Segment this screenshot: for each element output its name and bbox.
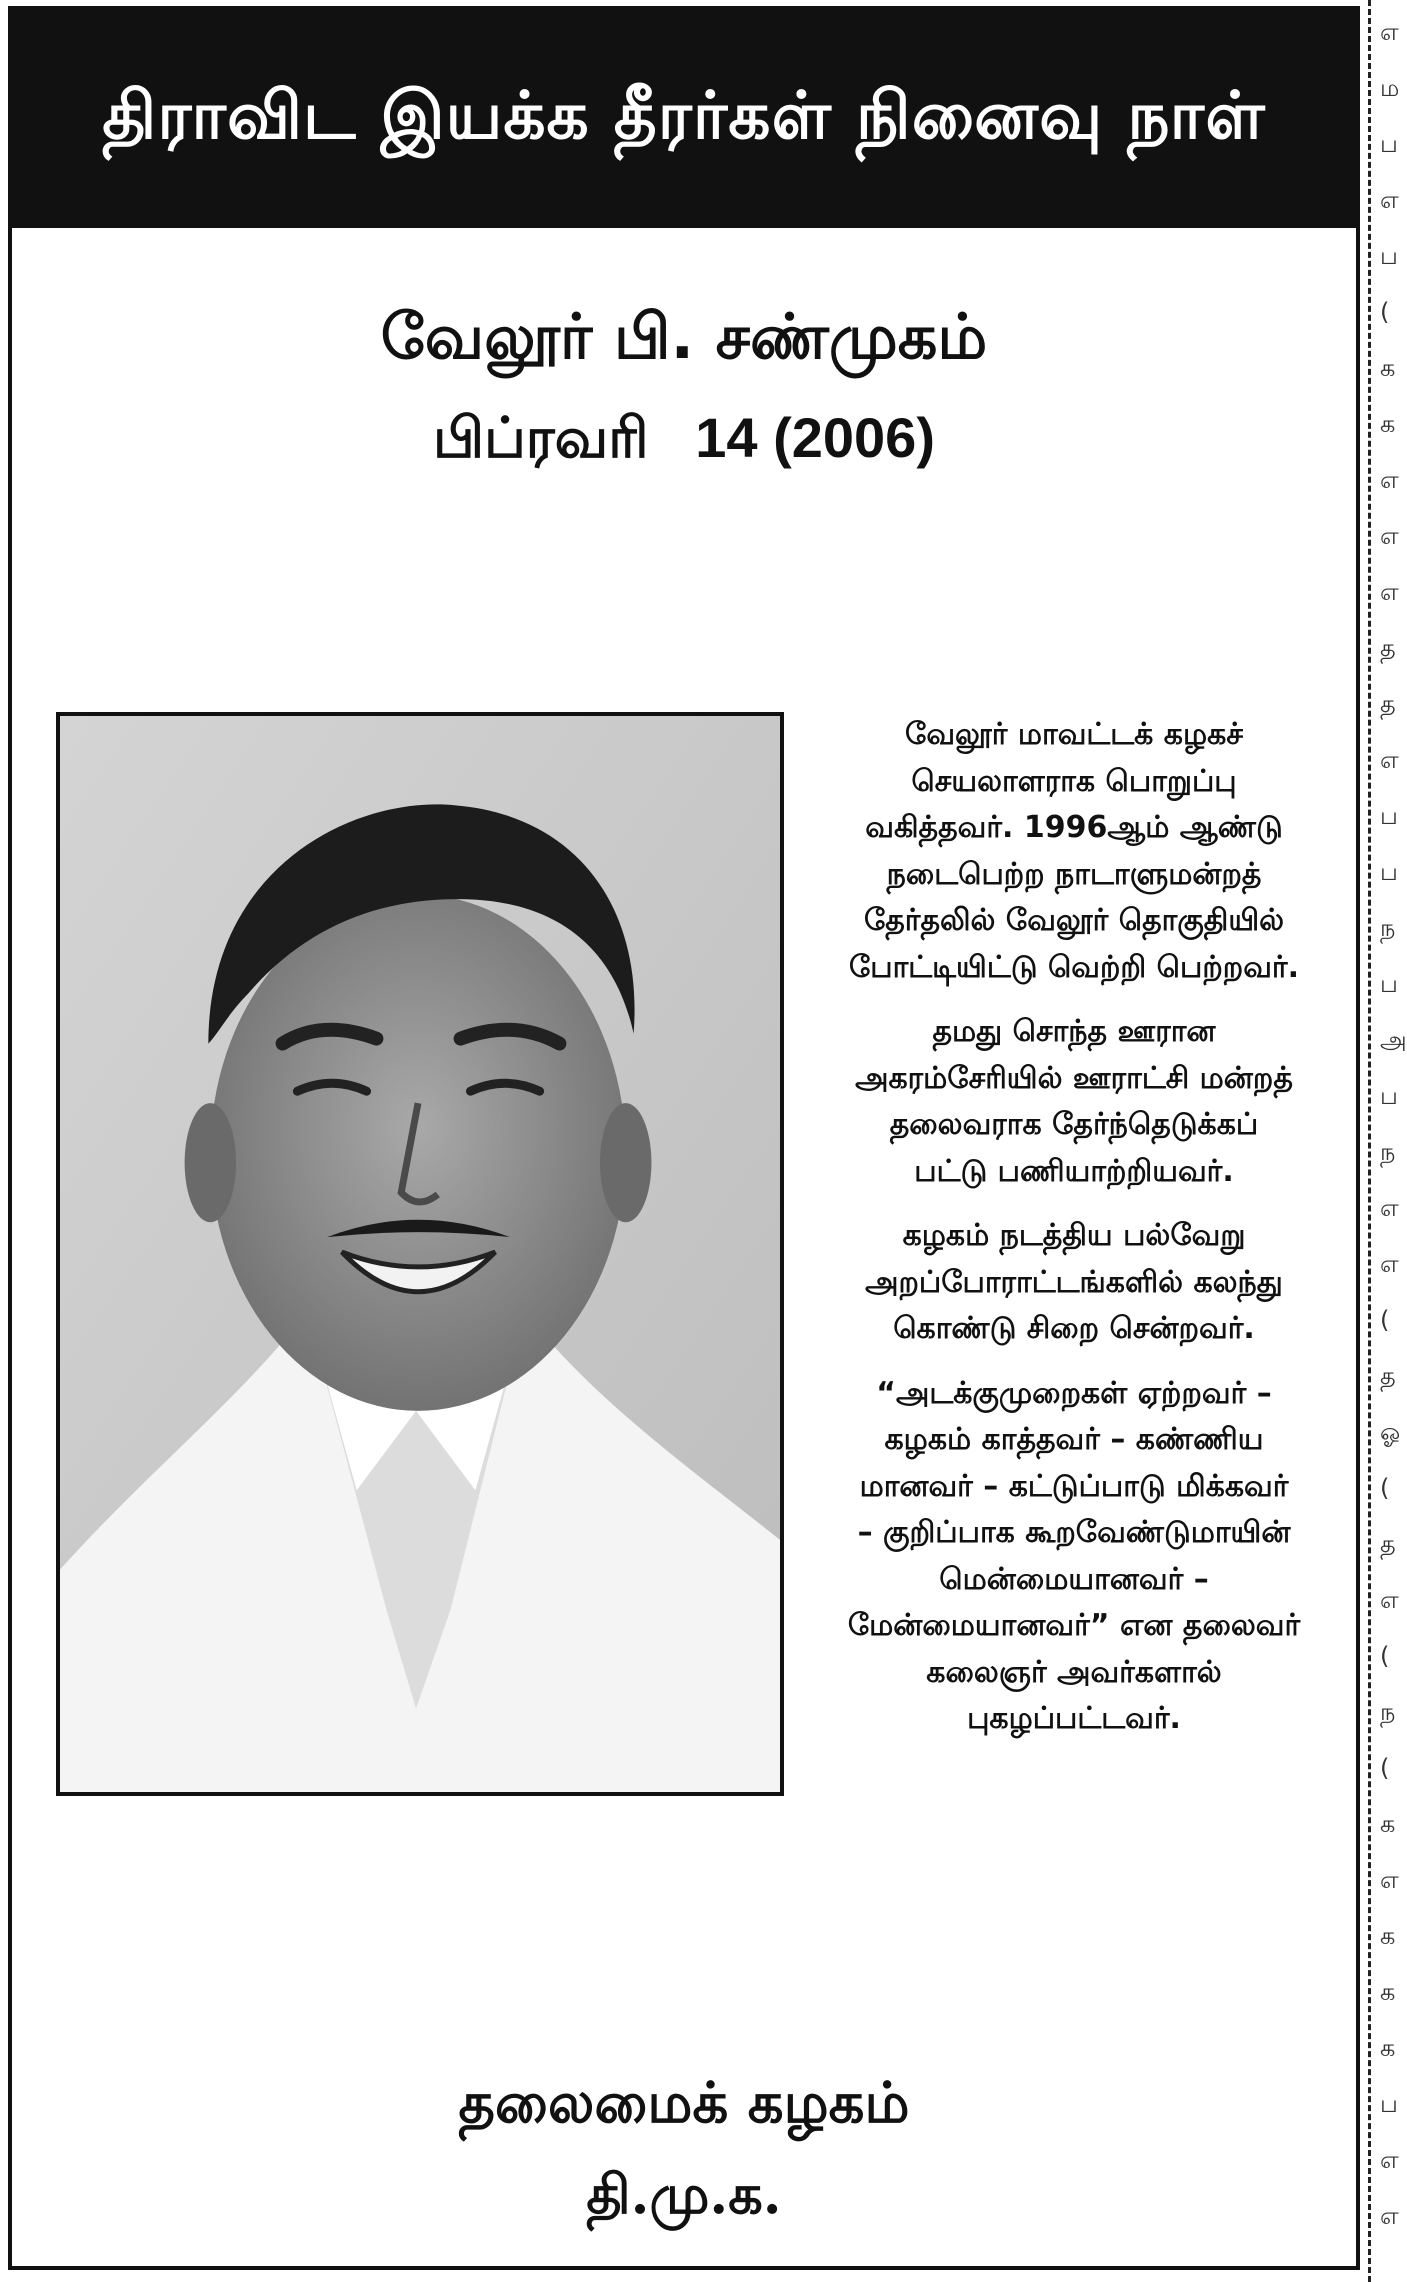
footer-party: தி.மு.க.: [586, 2162, 782, 2226]
biography: [794, 712, 1354, 1761]
bio-line: தமது சொந்த ஊரான: [932, 1014, 1216, 1049]
bio-line: – குறிப்பாக கூறவேண்டுமாயின்: [857, 1515, 1291, 1550]
adjacent-column-glyph: ப: [1380, 970, 1398, 998]
adjacent-column-glyph: க: [1380, 2034, 1396, 2062]
memorial-ad: [8, 6, 1360, 2270]
bio-line: மென்மையானவர் –: [939, 1561, 1209, 1597]
adjacent-column-glyph: எ: [1380, 2202, 1399, 2230]
adjacent-column-glyph: ப: [1380, 1082, 1398, 1110]
adjacent-column-glyph: அ: [1380, 1026, 1407, 1054]
header-title: திராவிட இயக்க தீரர்கள் நினைவு நாள்: [102, 75, 1266, 154]
adjacent-column-glyph: எ: [1380, 1250, 1399, 1278]
portrait-photo: [56, 712, 784, 1796]
bio-line: மானவர் – கட்டுப்பாடு மிக்கவர்: [859, 1468, 1289, 1504]
adjacent-column-glyph: எ: [1380, 746, 1399, 774]
adjacent-column-glyph: (: [1380, 1642, 1390, 1670]
adjacent-column-glyph: எ: [1380, 1586, 1399, 1614]
adjacent-column-glyph: க: [1380, 354, 1396, 382]
column-divider: [1368, 0, 1371, 2282]
adjacent-column-glyph: த: [1380, 634, 1396, 662]
bio-line: “அடக்குமுறைகள் ஏற்றவர் –: [876, 1375, 1272, 1411]
bio-line: புகழப்பட்டவர்.: [967, 1701, 1181, 1736]
adjacent-column-glyph: ப: [1380, 858, 1398, 886]
adjacent-column-glyph: எ: [1380, 186, 1399, 214]
bio-line: தேர்தலில் வேலூர் தொகுதியில்: [863, 903, 1285, 938]
bio-line: அறப்போராட்டங்களில் கலந்து: [865, 1264, 1283, 1300]
bio-line: அகரம்சேரியில் ஊராட்சி மன்றத்: [855, 1060, 1293, 1096]
footer-organization: தலைமைக் கழகம்: [458, 2070, 910, 2136]
bio-line: கழகம் காத்தவர் – கண்ணிய: [884, 1422, 1264, 1457]
adjacent-column-glyph: எ: [1380, 2146, 1399, 2174]
adjacent-column-glyph: (: [1380, 1754, 1390, 1782]
adjacent-column-glyph: ந: [1380, 914, 1396, 942]
bio-line: மேன்மையானவர்” என தலைவர்: [847, 1608, 1301, 1643]
adjacent-column-glyph: எ: [1380, 1194, 1399, 1222]
person-name: வேலூர் பி. சண்முகம்: [380, 300, 988, 373]
adjacent-column-glyph: க: [1380, 1810, 1396, 1838]
memorial-date: பிப்ரவரி 14 (2006): [433, 406, 935, 469]
header-band: [12, 10, 1356, 228]
bio-line: வகித்தவர். 1996ஆம் ஆண்டு: [865, 810, 1283, 845]
adjacent-column-glyph: ப: [1380, 802, 1398, 830]
bio-paragraph: [794, 712, 1354, 991]
adjacent-column-glyph: ந: [1380, 1138, 1396, 1166]
adjacent-column-glyph: ஓ: [1380, 1418, 1401, 1446]
adjacent-column-glyph: எ: [1380, 18, 1399, 46]
adjacent-column-glyph: (: [1380, 1474, 1390, 1502]
bio-line: செயலாளராக பொறுப்பு: [911, 763, 1237, 799]
bio-line: போட்டியிட்டு வெற்றி பெற்றவர்.: [849, 949, 1299, 985]
adjacent-column-glyph: எ: [1380, 1866, 1399, 1894]
adjacent-column-glyph: ப: [1380, 2090, 1398, 2118]
bio-line: தலைவராக தேர்ந்தெடுக்கப்: [889, 1107, 1259, 1142]
bio-paragraph: [794, 1213, 1354, 1353]
portrait-illustration: [60, 716, 780, 1792]
adjacent-column-glyph: ம: [1380, 74, 1400, 102]
adjacent-column-glyph: த: [1380, 1362, 1396, 1390]
adjacent-column-glyph: எ: [1380, 466, 1399, 494]
bio-line: கழகம் நடத்திய பல்வேறு: [902, 1218, 1246, 1253]
adjacent-column-glyph: க: [1380, 1978, 1396, 2006]
adjacent-column-glyph: எ: [1380, 578, 1399, 606]
adjacent-column-glyph: ந: [1380, 1698, 1396, 1726]
adjacent-column-glyph: க: [1380, 410, 1396, 438]
bio-paragraph: [794, 1371, 1354, 1743]
adjacent-column-glyph: (: [1380, 1306, 1390, 1334]
bio-line: கலைஞர் அவர்களால்: [926, 1654, 1222, 1690]
bio-line: கொண்டு சிறை சென்றவர்.: [893, 1311, 1255, 1346]
adjacent-column-glyph: த: [1380, 690, 1396, 718]
bio-line: நடைபெற்ற நாடாளுமன்றத்: [886, 856, 1262, 892]
adjacent-column-glyph: எ: [1380, 522, 1399, 550]
adjacent-column-fragment: [1378, 0, 1407, 2282]
adjacent-column-glyph: (: [1380, 298, 1390, 326]
bio-line: பட்டு பணியாற்றியவர்.: [914, 1153, 1234, 1189]
adjacent-column-glyph: ப: [1380, 242, 1398, 270]
adjacent-column-glyph: க: [1380, 1922, 1396, 1950]
adjacent-column-glyph: ப: [1380, 130, 1398, 158]
bio-paragraph: [794, 1009, 1354, 1195]
adjacent-column-glyph: த: [1380, 1530, 1396, 1558]
bio-line: வேலூர் மாவட்டக் கழகச்: [905, 717, 1243, 752]
